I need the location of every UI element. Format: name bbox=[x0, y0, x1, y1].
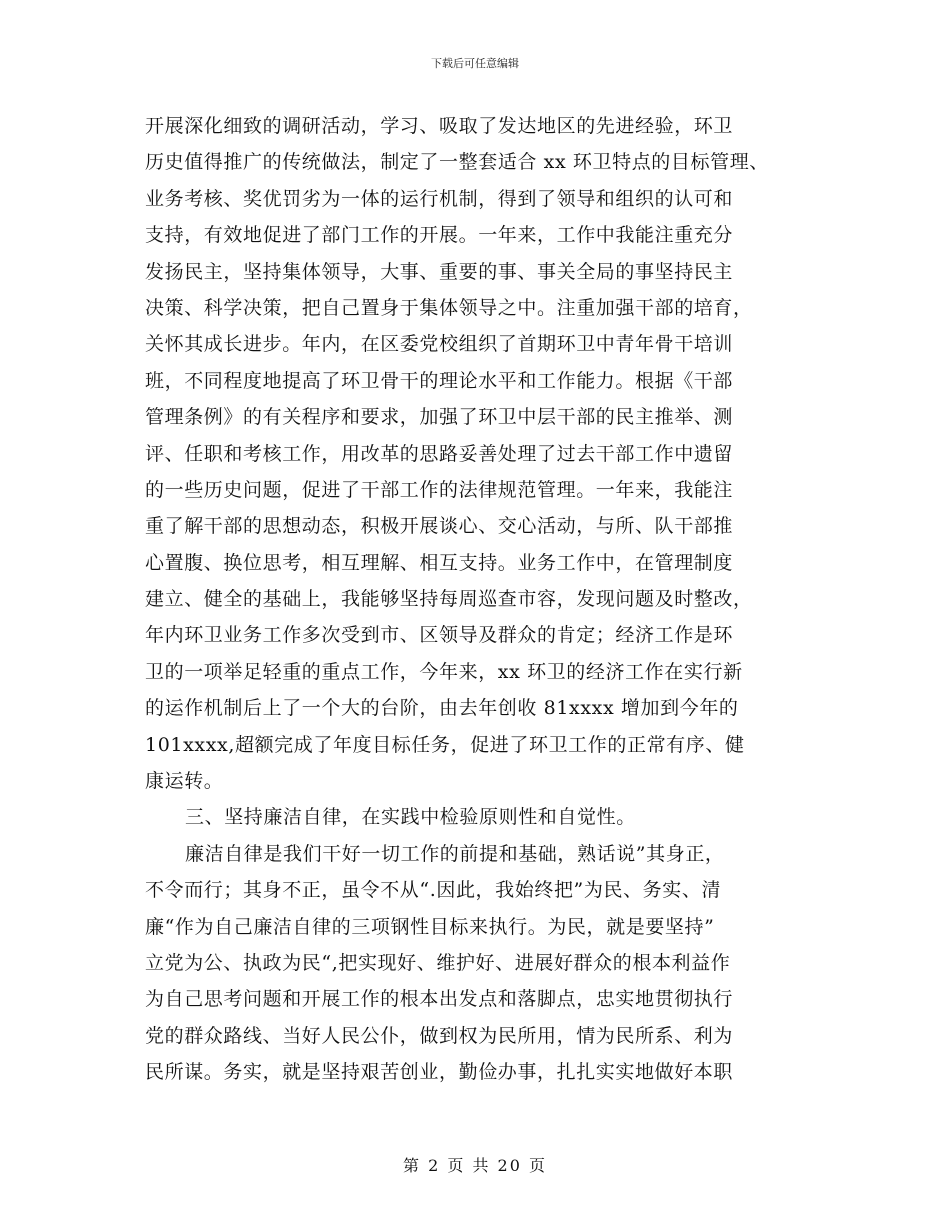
text-line: 历史值得推广的传统做法，制定了一整套适合 xx 环卫特点的目标管理、 bbox=[145, 151, 769, 174]
text-line: 管理条例》的有关程序和要求，加强了环卫中层干部的民主推举、测 bbox=[145, 406, 734, 429]
page-number-footer: 第 2 页 共 20 页 bbox=[403, 1156, 547, 1175]
text-line: 业务考核、奖优罚劣为一体的运行机制，得到了领导和组织的认可和 bbox=[145, 187, 734, 210]
text-line: 关怀其成长进步。年内，在区委党校组织了首期环卫中青年骨干培训 bbox=[145, 333, 734, 356]
text-line: 康运转。 bbox=[145, 770, 224, 793]
text-line: 年内环卫业务工作多次受到市、区领导及群众的肯定；经济工作是环 bbox=[145, 624, 734, 647]
text-line: 支持，有效地促进了部门工作的开展。一年来，工作中我能注重充分 bbox=[145, 224, 734, 247]
text-line: 民所谋。务实，就是坚持艰苦创业，勤俭办事，扎扎实实地做好本职 bbox=[145, 1061, 734, 1084]
text-line: 的一些历史问题，促进了干部工作的法律规范管理。一年来，我能注 bbox=[145, 478, 734, 501]
text-line: 为自己思考问题和开展工作的根本出发点和落脚点，忠实地贯彻执行 bbox=[145, 988, 734, 1011]
text-line: 评、任职和考核工作，用改革的思路妥善处理了过去干部工作中遗留 bbox=[145, 442, 734, 465]
page-header: 下载后可任意编辑 bbox=[431, 57, 519, 70]
text-line: 不令而行；其身不正，虽令不从“.因此，我始终把”为民、务实、清 bbox=[145, 879, 722, 902]
document-body bbox=[145, 108, 810, 1091]
section-heading: 三、坚持廉洁自律，在实践中检验原则性和自觉性。 bbox=[185, 806, 636, 829]
text-line: 的运作机制后上了一个大的台阶，由去年创收 81xxxx 增加到今年的 bbox=[145, 697, 739, 720]
text-line: 廉“作为自己廉洁自律的三项钢性目标来执行。为民，就是要坚持” bbox=[145, 915, 715, 938]
text-line: 建立、健全的基础上，我能够坚持每周巡查市容，发现问题及时整改， bbox=[145, 588, 753, 611]
text-line: 班，不同程度地提高了环卫骨干的理论水平和工作能力。根据《干部 bbox=[145, 369, 734, 392]
text-line: 决策、科学决策，把自己置身于集体领导之中。注重加强干部的培育， bbox=[145, 296, 753, 319]
text-line: 立党为公、执政为民“,把实现好、维护好、进展好群众的根本利益作 bbox=[145, 951, 731, 974]
paragraph-start-line: 廉洁自律是我们干好一切工作的前提和基础，熟话说”其身正， bbox=[185, 842, 725, 865]
text-line: 发扬民主，坚持集体领导，大事、重要的事、事关全局的事坚持民主 bbox=[145, 260, 734, 283]
text-line: 重了解干部的思想动态，积极开展谈心、交心活动，与所、队干部推 bbox=[145, 515, 734, 538]
text-line: 开展深化细致的调研活动，学习、吸取了发达地区的先进经验，环卫 bbox=[145, 115, 734, 137]
text-line: 卫的一项举足轻重的重点工作，今年来，xx 环卫的经济工作在实行新 bbox=[145, 660, 743, 683]
text-line: 心置腹、换位思考，相互理解、相互支持。业务工作中，在管理制度 bbox=[145, 551, 734, 574]
text-line: 党的群众路线、当好人民公仆，做到权为民所用，情为民所系、利为 bbox=[145, 1024, 734, 1047]
text-line: 101xxxx,超额完成了年度目标任务，促进了环卫工作的正常有序、健 bbox=[145, 733, 745, 756]
